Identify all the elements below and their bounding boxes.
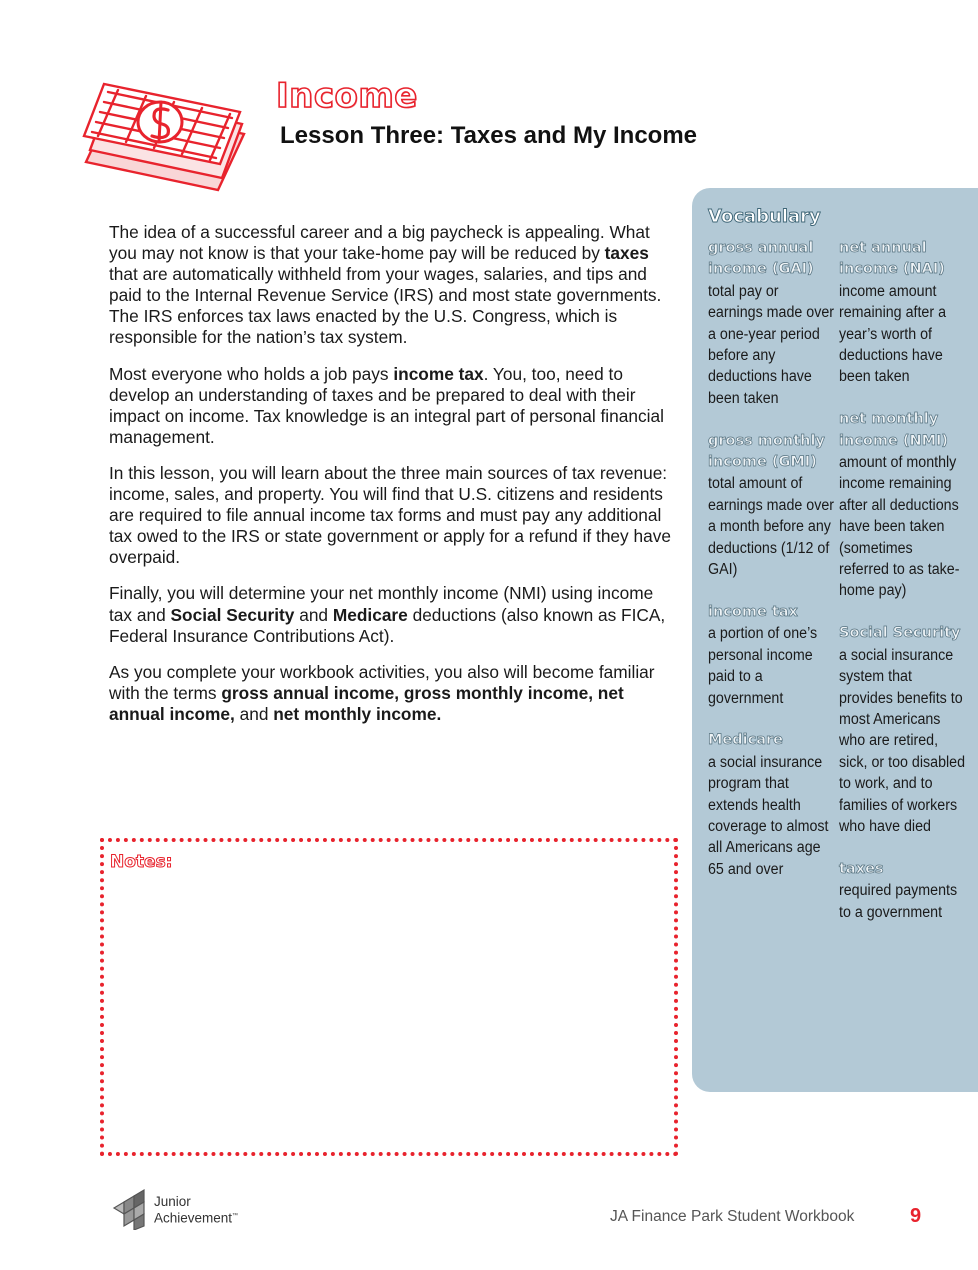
vocab-term: Social Security [839,625,961,642]
paragraph-2: Most everyone who holds a job pays income tax. You, too, need to develop an understanding of taxes and be prepared to deal with their impact on income. Tax knowledge is an integral part of personal financial management. [109,363,664,447]
vocabulary-title: Vocabulary [708,206,821,227]
vocab-entry [708,238,835,409]
vocab-definition: total pay or earnings made over a one-year period before any deductions have been taken [708,282,835,407]
vocab-term: income tax [708,603,798,620]
page-number: 9 [910,1205,922,1227]
footer-workbook-title: JA Finance Park Student Workbook [610,1208,855,1225]
vocab-entry [839,238,967,388]
footer-brand: Junior Achievement™ [154,1194,239,1226]
vocab-term: Medicare [708,732,783,749]
vocab-term: gross monthly income (GMI) [708,432,825,471]
vocab-definition: a portion of one’s personal income paid to a government [708,625,818,707]
vocab-entry [839,409,967,602]
junior-achievement-logo-icon [110,1186,160,1230]
vocab-term: taxes [839,860,884,877]
vocab-definition: a social insurance program that extends health coverage to almost all Americans age 65 and over [708,753,829,878]
vocab-definition: required payments to a government [839,882,958,921]
notes-box[interactable] [100,838,678,1156]
vocab-definition: total amount of earnings made over a month before any deductions (1/12 of GAI) [708,475,835,579]
vocab-entry [708,431,835,581]
vocabulary-panel [692,188,978,1092]
vocab-entry [708,602,830,709]
lesson-body [109,222,677,740]
vocab-term: net annual income (NAI) [839,240,945,278]
vocab-definition: a social insurance system that provides benefits to most Americans who are retired, sick, or too disabled to work, and to families of workers who have died [839,646,966,835]
vocab-entry [839,623,967,837]
paragraph-1: The idea of a successful career and a big paycheck is appealing. What you may not know is that your take-home pay will be reduced by taxes that are automatically withheld from your wages, salaries, and tips and paid to the Internal Revenue Service (IRS) and most state governments. The IRS enforces tax laws enacted by the U.S. Congress, which is responsible for the nation’s tax system. [109,222,662,348]
vocab-term: gross annual income (GAI) [708,240,814,278]
vocab-term: net monthly income (NMI) [839,411,949,449]
vocabulary-right-column [839,238,967,944]
vocab-definition: income amount remaining after a year’s worth of deductions have been taken [839,282,947,386]
vocabulary-left-column [708,238,835,902]
vocab-entry [839,859,967,923]
paragraph-4: Finally, you will determine your net monthly income (NMI) using income tax and Social Security and Medicare deductions (also known as FICA, Federal Insurance Contributions Act). [109,583,666,646]
vocab-definition: amount of monthly income remaining after all deductions have been taken (sometimes referred to as take-home pay) [839,454,960,600]
money-stack-icon [78,62,248,192]
notes-label: Notes: [110,852,173,872]
lesson-title: Lesson Three: Taxes and My Income [280,122,698,149]
paragraph-5: As you complete your workbook activities, you also will become familiar with the terms gross annual income, gross monthly income, net annual income, and net monthly income. [109,661,655,724]
vocab-entry [708,730,830,880]
section-title: Income [276,76,418,116]
paragraph-3: In this lesson, you will learn about the three main sources of tax revenue: income, sales, and property. You will find that U.S. citizens and residents are required to file annual income tax forms and must pay any additional tax owed to the IRS or state government or apply for a refund if they have overpaid. [109,462,671,568]
